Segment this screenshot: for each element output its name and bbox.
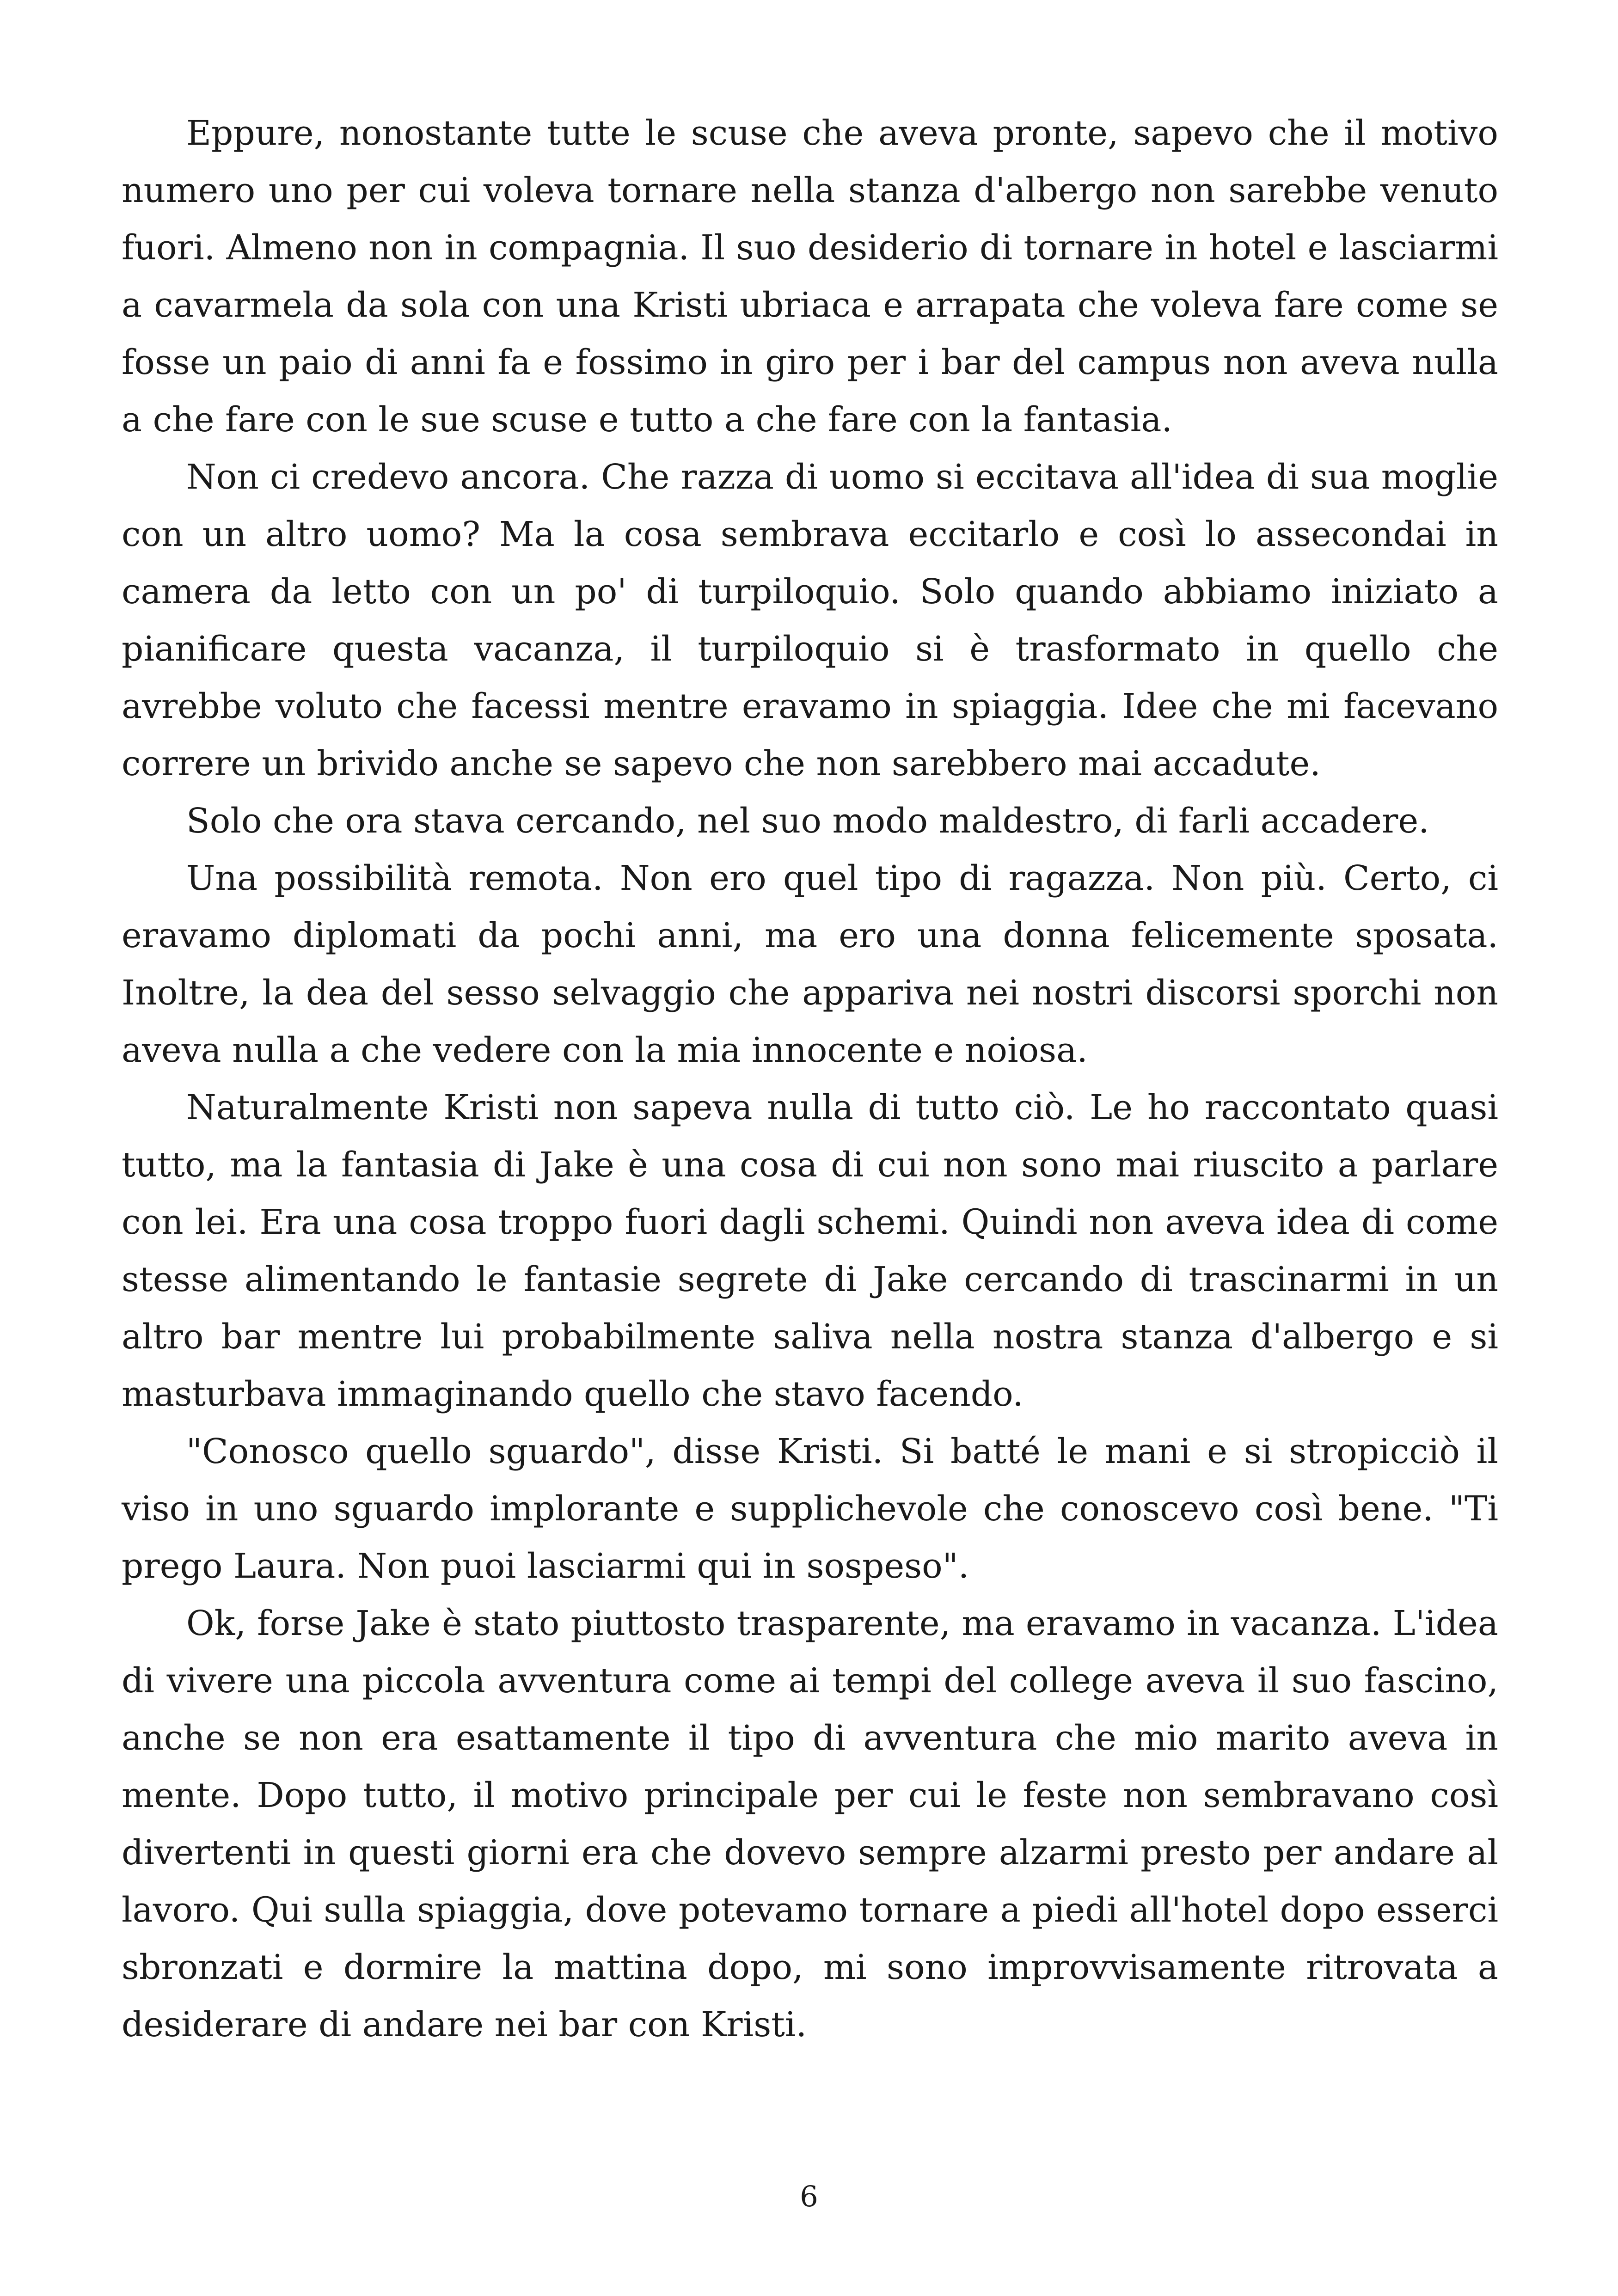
body-text [122, 104, 1498, 2053]
paragraph-7: Ok, forse Jake è stato piuttosto trasparente, ma eravamo in vacanza. L'idea di vivere una piccola avventura come ai tempi del college aveva il suo fascino, anche se non era esattamente il tipo di avventura che mio marito aveva in mente. Dopo tutto, il motivo principale per cui le feste non sembravano così divertenti in questi giorni era che dovevo sempre alzarmi presto per andare al lavoro. Qui sulla spiaggia, dove potevamo tornare a piedi all'hotel dopo esserci sbronzati e dormire la mattina dopo, mi sono improvvisamente ritrovata a desiderare di andare nei bar con Kristi. [122, 1604, 1498, 2045]
paragraph-2: Non ci credevo ancora. Che razza di uomo si eccitava all'idea di sua moglie con un altro uomo? Ma la cosa sembrava eccitarlo e così lo assecondai in camera da letto con un po' di turpiloquio. Solo quando abbiamo iniziato a pianificare questa vacanza, il turpiloquio si è trasformato in quello che avrebbe voluto che facessi mentre eravamo in spiaggia. Idee che mi facevano correre un brivido anche se sapevo che non sarebbero mai accadute. [122, 457, 1498, 784]
paragraph-6: "Conosco quello sguardo", disse Kristi. Si batté le mani e si stropicciò il viso in uno sguardo implorante e supplichevole che conoscevo così bene. "Ti prego Laura. Non puoi lasciarmi qui in sospeso". [122, 1432, 1498, 1586]
paragraph-1: Eppure, nonostante tutte le scuse che aveva pronte, sapevo che il motivo numero uno per cui voleva tornare nella stanza d'albergo non sarebbe venuto fuori. Almeno non in compagnia. Il suo desiderio di tornare in hotel e lasciarmi a cavarmela da sola con una Kristi ubriaca e arrapata che voleva fare come se fosse un paio di anni fa e fossimo in giro per i bar del campus non aveva nulla a che fare con le sue scuse e tutto a che fare con la fantasia. [122, 113, 1498, 440]
paragraph-4: Una possibilità remota. Non ero quel tipo di ragazza. Non più. Certo, ci eravamo diplomati da pochi anni, ma ero una donna felicemente sposata. Inoltre, la dea del sesso selvaggio che appariva nei nostri discorsi sporchi non aveva nulla a che vedere con la mia innocente e noiosa. [122, 858, 1498, 1070]
paragraph-3: Solo che ora stava cercando, nel suo modo maldestro, di farli accadere. [186, 801, 1429, 841]
page-number: 6 [800, 2180, 818, 2213]
paragraph-5: Naturalmente Kristi non sapeva nulla di tutto ciò. Le ho raccontato quasi tutto, ma la fantasia di Jake è una cosa di cui non sono mai riuscito a parlare con lei. Era una cosa troppo fuori dagli schemi. Quindi non aveva idea di come stesse alimentando le fantasie segrete di Jake cercando di trascinarmi in un altro bar mentre lui probabilmente saliva nella nostra stanza d'albergo e si masturbava immaginando quello che stavo facendo. [122, 1088, 1498, 1414]
